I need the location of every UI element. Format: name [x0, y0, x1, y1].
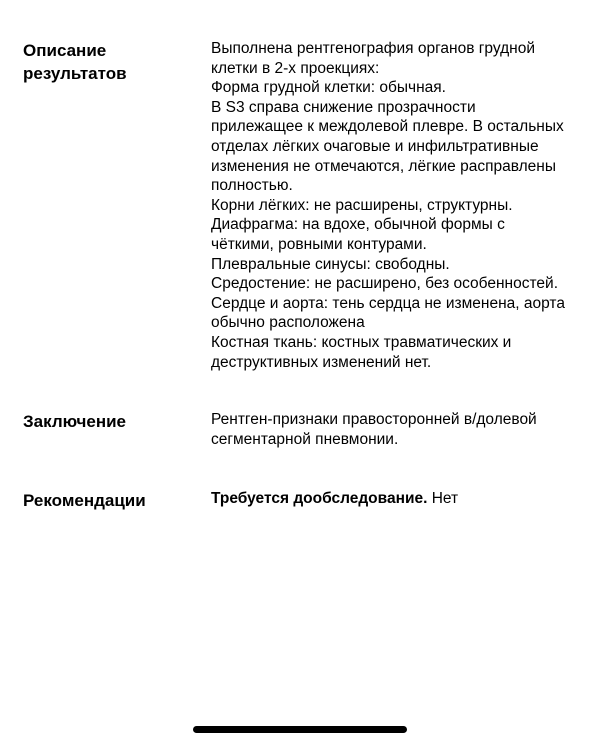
home-indicator[interactable]	[193, 726, 407, 733]
description-line: чёткими, ровными контурами.	[211, 235, 427, 253]
description-label-line: Описание	[23, 41, 107, 60]
conclusion-label: Заключение	[23, 412, 126, 431]
recommendations-text	[211, 489, 586, 509]
description-line: Средостение: не расширено, без особенностей.	[211, 275, 558, 293]
further-examination-answer: Нет	[431, 490, 459, 507]
conclusion-line: сегментарной пневмонии.	[211, 430, 399, 448]
description-line: клетки в 2-х проекциях:	[211, 59, 380, 77]
description-label-line: результатов	[23, 64, 127, 83]
description-line: Корни лёгких: не расширены, структурны.	[211, 196, 513, 214]
description-line: Сердце и аорта: тень сердца не изменена, аорта	[211, 294, 565, 312]
conclusion-text	[211, 410, 586, 449]
description-line: Выполнена рентгенография органов грудной	[211, 40, 535, 57]
description-line: Плевральные синусы: свободны.	[211, 255, 450, 273]
recommendations-label: Рекомендации	[23, 491, 146, 510]
description-line: прилежащее к междолевой плевре. В остальных	[211, 118, 564, 136]
recommendations-line	[211, 489, 586, 509]
description-line: В S3 справа снижение прозрачности	[211, 98, 476, 116]
description-text	[211, 39, 586, 372]
description-line: Костная ткань: костных травматических и	[211, 333, 512, 351]
description-line: полностью.	[211, 177, 293, 195]
description-line: деструктивных изменений нет.	[211, 353, 432, 371]
conclusion-line: Рентген-признаки правосторонней в/долевой	[211, 411, 537, 428]
description-line: Диафрагма: на вдохе, обычной формы с	[211, 216, 505, 234]
description-line: изменения не отмечаются, лёгкие расправлены	[211, 157, 556, 175]
description-line: Форма грудной клетки: обычная.	[211, 79, 446, 97]
description-label	[23, 39, 203, 85]
description-line: отделах лёгких очаговые и инфильтративные	[211, 137, 539, 155]
description-line: обычно расположена	[211, 314, 365, 332]
further-examination-question: Требуется дообследование.	[211, 490, 428, 507]
